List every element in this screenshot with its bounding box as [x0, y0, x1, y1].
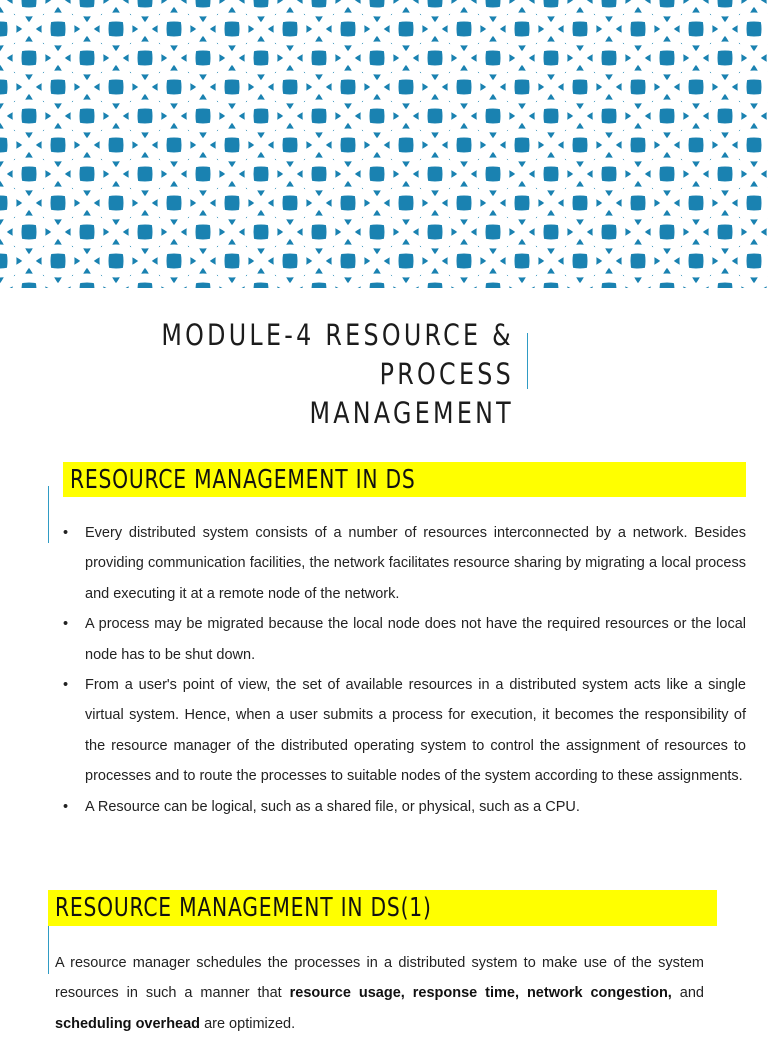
para-text: A resource manager schedules the processes in a distributed system to make use of the system resources in such a manner that — [55, 955, 704, 1002]
circle-pattern-graphic — [0, 0, 768, 288]
section-heading-resource-management: RESOURCE MANAGEMENT IN DS — [63, 462, 746, 497]
para-emphasis: scheduling overhead — [55, 1015, 201, 1032]
bullet-item: • From a user's point of view, the set of available resources in a distributed system acts like a single virtual system. Hence, when a user submits a process for execution, it becomes the responsibility of the resource manager of the distributed operating system to control the assignment of resources to processes and to route the processes to suitable nodes of the system according to these assignments. — [63, 670, 746, 792]
para-text: and — [671, 985, 704, 1002]
slide-title-line-1: MODULE-4 RESOURCE & PROCESS — [161, 318, 514, 391]
slide-title-line-2: MANAGEMENT — [309, 396, 514, 430]
bullet-item: • Every distributed system consists of a number of resources interconnected by a network. Besides providing communication facilities, the network facilitates resource sharing by migrating a local process and executing it at a remote node of the network. — [63, 518, 746, 609]
bullet-item: • A process may be migrated because the local node does not have the required resources or the local node has to be shut down. — [63, 609, 746, 670]
body-paragraph — [55, 948, 704, 1039]
para-emphasis: resource usage, response time, network congestion, — [289, 985, 672, 1002]
slide-title — [125, 316, 514, 433]
bullet-list — [63, 518, 746, 822]
section-accent-line — [48, 918, 49, 974]
bullet-item: • A Resource can be logical, such as a shared file, or physical, such as a CPU. — [63, 792, 746, 822]
section-heading-resource-management-1: RESOURCE MANAGEMENT IN DS(1) — [48, 890, 717, 926]
section-accent-line — [48, 486, 49, 543]
title-divider — [527, 333, 528, 389]
para-text: are optimized. — [200, 1015, 296, 1032]
decorative-banner — [0, 0, 768, 288]
